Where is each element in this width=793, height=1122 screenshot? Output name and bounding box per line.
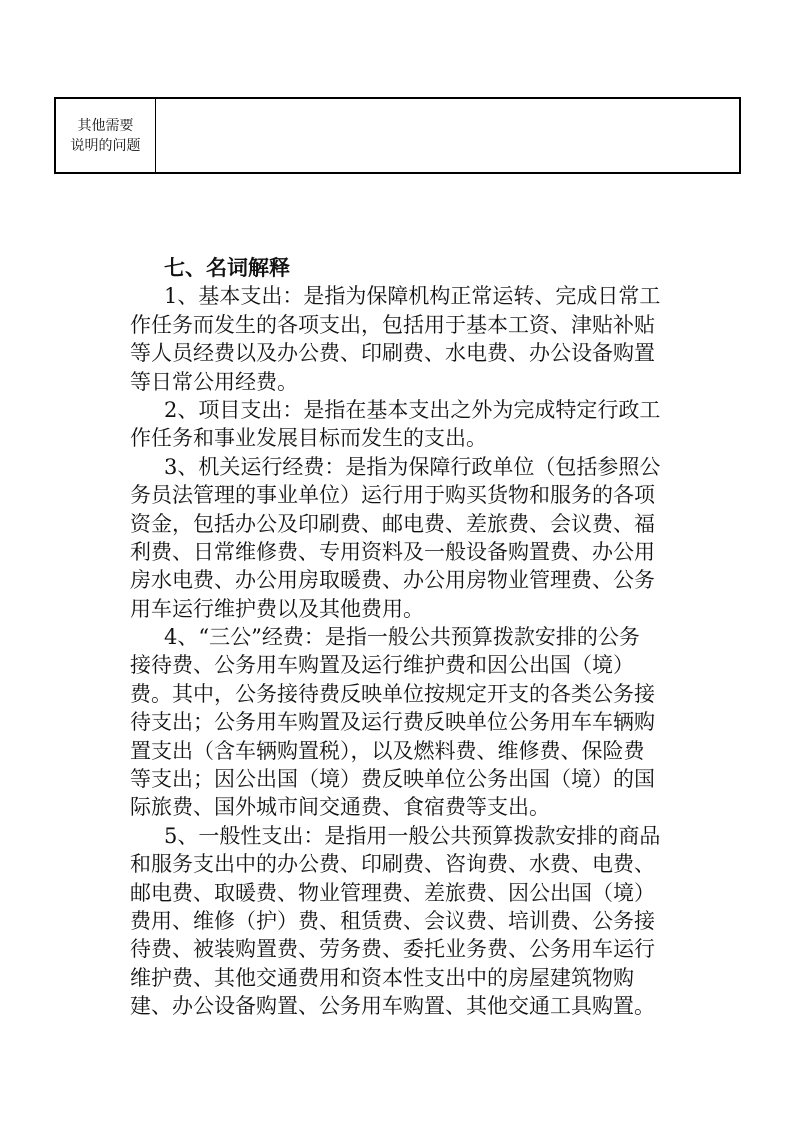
paragraph-line: 邮电费、取暖费、物业管理费、差旅费、因公出国（境） <box>130 880 655 905</box>
paragraph-line: 1、基本支出：是指为保障机构正常运转、完成日常工 <box>164 284 661 309</box>
table-value-cell <box>156 99 739 172</box>
table-label-line: 其他需要 <box>77 117 134 134</box>
table-label-cell <box>56 99 156 172</box>
paragraph-line: 待费、被装购置费、劳务费、委托业务费、公务用车运行 <box>130 937 655 962</box>
paragraph-line: 5、一般性支出：是指用一般公共预算拨款安排的商品 <box>164 823 661 848</box>
notes-table <box>54 97 741 174</box>
glossary-section <box>130 254 670 1021</box>
paragraph-line: 际旅费、国外城市间交通费、食宿费等支出。 <box>130 795 550 820</box>
paragraph-line: 费用、维修（护）费、租赁费、会议费、培训费、公务接 <box>130 908 655 933</box>
paragraph-line: 待支出；公务用车购置及运行费反映单位公务用车车辆购 <box>130 710 655 735</box>
paragraph-line: 维护费、其他交通费用和资本性支出中的房屋建筑物购 <box>130 965 634 990</box>
glossary-paragraph <box>130 282 670 396</box>
paragraph-line: 建、办公设备购置、公务用车购置、其他交通工具购置。 <box>130 994 655 1019</box>
glossary-paragraph <box>130 396 670 453</box>
paragraph-line: 接待费、公务用车购置及运行维护费和因公出国（境） <box>130 653 634 678</box>
paragraph-line: 务员法管理的事业单位）运行用于购买货物和服务的各项 <box>130 483 655 508</box>
paragraph-line: 2、项目支出：是指在基本支出之外为完成特定行政工 <box>164 397 661 422</box>
paragraph-line: 置支出（含车辆购置税），以及燃料费、维修费、保险费 <box>130 738 645 763</box>
paragraph-line: 3、机关运行经费：是指为保障行政单位（包括参照公 <box>164 454 661 479</box>
paragraph-line: 作任务而发生的各项支出，包括用于基本工资、津贴补贴 <box>130 312 655 337</box>
paragraph-line: 和服务支出中的办公费、印刷费、咨询费、水费、电费、 <box>130 852 655 877</box>
paragraph-line: 等人员经费以及办公费、印刷费、水电费、办公设备购置 <box>130 341 655 366</box>
glossary-paragraph <box>130 453 670 623</box>
paragraph-line: 4、“三公”经费：是指一般公共预算拨款安排的公务 <box>164 625 640 650</box>
paragraph-line: 费。其中，公务接待费反映单位按规定开支的各类公务接 <box>130 681 655 706</box>
section-heading: 七、名词解释 <box>164 256 290 280</box>
paragraph-line: 等支出；因公出国（境）费反映单位公务出国（境）的国 <box>130 767 655 792</box>
paragraph-line: 利费、日常维修费、专用资料及一般设备购置费、办公用 <box>130 539 655 564</box>
paragraph-line: 资金，包括办公及印刷费、邮电费、差旅费、会议费、福 <box>130 511 655 536</box>
paragraph-line: 作任务和事业发展目标而发生的支出。 <box>130 426 487 451</box>
glossary-paragraph <box>130 822 670 1021</box>
paragraph-line: 房水电费、办公用房取暖费、办公用房物业管理费、公务 <box>130 568 655 593</box>
paragraph-line: 用车运行维护费以及其他费用。 <box>130 596 424 621</box>
paragraph-line: 等日常公用经费。 <box>130 369 298 394</box>
glossary-paragraph <box>130 623 670 822</box>
table-label-line: 说明的问题 <box>70 137 141 154</box>
